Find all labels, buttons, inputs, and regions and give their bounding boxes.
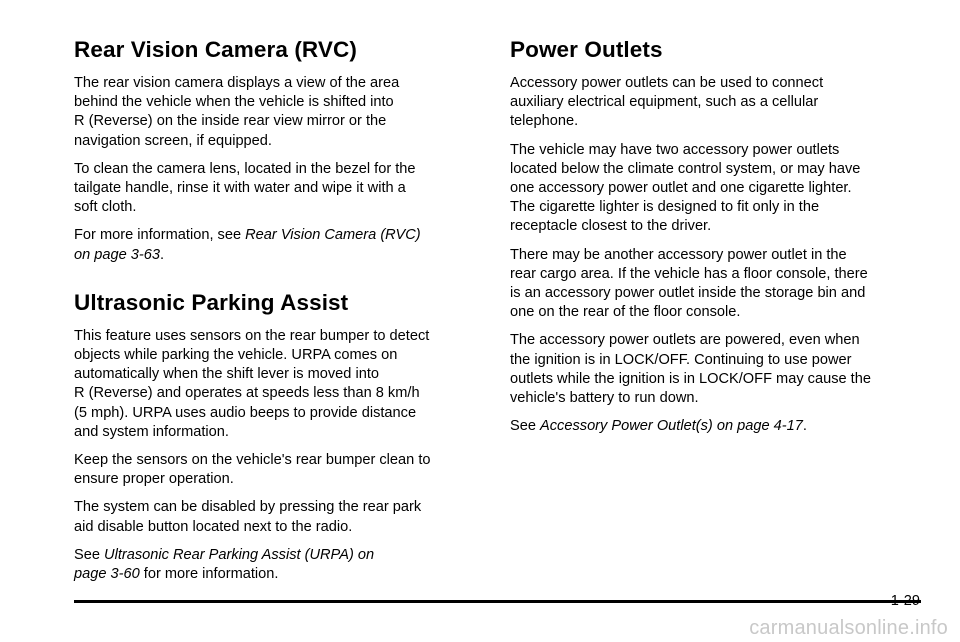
power-paragraph-3: There may be another accessory power outlet in the rear cargo area. If the vehicle has a floor console, there is an accessory power outlet inside the storage bin and one on the rear of the floor console. — [510, 246, 868, 321]
rvc-paragraph-1: The rear vision camera displays a view of the area behind the vehicle when the vehicle is shifted into R (Reverse) on the inside rear view mirror or the navigation screen, if equipped. — [74, 75, 400, 149]
power-paragraph-2: The vehicle may have two accessory power outlets located below the climate control system, or may have one accessory power outlet and one cigarette lighter. The cigarette lighter is designed to fit only in the receptacle closest to the driver. — [510, 141, 861, 235]
power-paragraph-1: Accessory power outlets can be used to connect auxiliary electrical equipment, such as a cellular telephone. — [510, 75, 824, 130]
rvc-paragraph-2: To clean the camera lens, located in the bezel for the tailgate handle, rinse it with water and wipe it with a soft cloth. — [74, 160, 416, 216]
power-paragraph-4: The accessory power outlets are powered, even when the ignition is in LOCK/OFF. Continuing to use power outlets while the ignition is in LOCK/OFF may cause the vehicle's battery to run down. — [510, 332, 871, 407]
urpa-paragraph-3: The system can be disabled by pressing the rear park aid disable button located next to the radio. — [74, 499, 422, 535]
urpa-paragraph-2: Keep the sensors on the vehicle's rear bumper clean to ensure proper operation. — [74, 452, 431, 488]
left-column — [74, 36, 484, 593]
urpa-paragraph-4: See Ultrasonic Rear Parking Assist (URPA) on page 3-60 for more information. — [74, 546, 375, 583]
urpa-paragraph-1: This feature uses sensors on the rear bumper to detect objects while parking the vehicle. URPA comes on automatically when the shift lever is moved into R (Reverse) and operates at speeds less than 8 km/h (5 mph). URPA uses audio beeps to provide distance and system information. — [74, 327, 430, 440]
power-outlets-section — [510, 36, 920, 436]
footer-rule — [74, 600, 921, 603]
rvc-heading: Rear Vision Camera (RVC) — [74, 37, 357, 62]
urpa-section — [74, 289, 484, 584]
rvc-section — [74, 36, 484, 265]
power-outlets-heading: Power Outlets — [510, 37, 663, 62]
page-number: 1-29 — [890, 593, 920, 609]
power-outlet-cross-reference-link[interactable]: Accessory Power Outlet(s) on page 4-17 — [540, 418, 803, 435]
right-column — [510, 36, 920, 445]
rvc-cross-reference-link[interactable]: Rear Vision Camera (RVC) on page 3-63 — [74, 227, 421, 263]
rvc-paragraph-3: For more information, see Rear Vision Camera (RVC) on page 3-63. — [74, 227, 421, 263]
urpa-cross-reference-link[interactable]: Ultrasonic Rear Parking Assist (URPA) on page 3-60 — [74, 546, 375, 583]
watermark: carmanualsonline.info — [749, 617, 948, 639]
power-paragraph-5: See Accessory Power Outlet(s) on page 4-17. — [510, 418, 807, 435]
urpa-heading: Ultrasonic Parking Assist — [74, 289, 349, 315]
